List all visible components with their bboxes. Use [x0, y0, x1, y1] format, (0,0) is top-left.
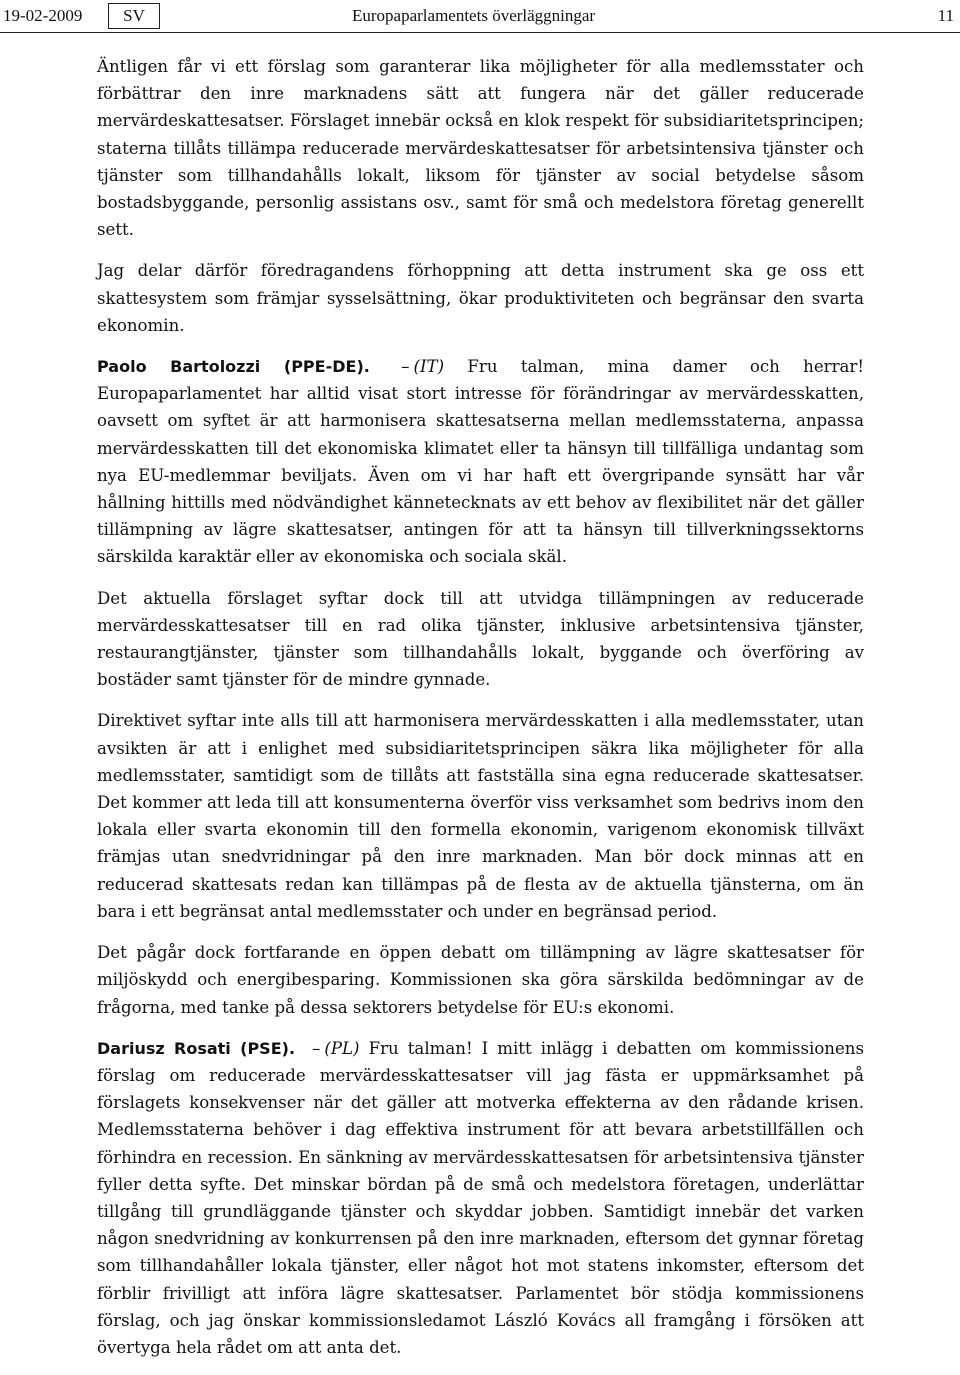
- speech-paragraph: [97, 1035, 864, 1361]
- language-code: (IT): [413, 357, 445, 377]
- paragraph-text: Jag delar därför föredragandens förhoppning att detta instrument ska ge oss ett skattesystem som främjar sysselsättning, ökar produktiviteten och begränsar den svarta ekonomin.: [97, 261, 864, 335]
- speaker-name: Dariusz Rosati (PSE).: [97, 1038, 296, 1058]
- header-title: Europaparlamentets överläggningar: [352, 6, 596, 25]
- paragraph-text: Äntligen får vi ett förslag som garanterar lika möjligheter för alla medlemsstater och förbättrar den inre marknadens sätt att fungera när det gäller reducerade mervärdeskattesatser. Förslaget innebär också en klok respekt för subsidiaritetsprincipen; staterna tillåts tillämpa reducerade mervärdeskattesatser för arbetsintensiva tjänster och tjänster som tillhandahålls lokalt, liksom för tjänster av social betydelse såsom bostadsbyggande, personlig assistans osv., samt för små och medelstora företag generellt sett.: [97, 57, 864, 240]
- paragraph-text: Direktivet syftar inte alls till att harmonisera mervärdesskatten i alla medlemsstater, utan avsikten är att i enlighet med subsidiaritetsprincipen säkra lika möjligheter för alla medlemsstater, samtidigt som de tillåts att fastställa sina egna reducerade skattesatser. Det kommer att leda till att konsumenterna överför viss verksamhet som bedrivs inom den lokala eller svarta ekonomin till den formella ekonomin, varigenom ekonomisk tillväxt främjas utan snedvridningar på den inre marknaden. Man bör dock minnas att en reducerad skattesats redan kan tillämpas på de flesta av de aktuella tjänsterna, om än bara i ett begränsat antal medlemsstater och under en begränsad period.: [97, 711, 864, 921]
- paragraph: [97, 53, 864, 243]
- paragraph-text: Fru talman! I mitt inlägg i debatten om kommissionens förslag om reducerade mervärdesskattesatser vill jag fästa er uppmärksamhet på förslagets konsekvenser när det gäller att motverka effekterna av den rådande krisen. Medlemsstaterna behöver i dag effektiva instrument för att bevara arbetstillfällen och förhindra en recession. En sänkning av mervärdesskattesatsen för arbetsintensiva tjänster fyller detta syfte. Det minskar bördan på de små och medelstora företagen, underlättar tillgång till grundläggande tjänster och skyddar jobben. Samtidigt innebär det varken någon snedvridning av konkurrensen på den inre marknaden, eftersom det gynnar företag som tillhandahåller lokala tjänster, eller något hot mot statens inkomster, eftersom det förblir frivilligt att införa lägre skattesatser. Parlamentet bör stödja kommissionens förslag, och jag önskar kommissionsledamot László Kovács all framgång i försöken att övertyga hela rådet om att anta det.: [97, 1038, 865, 1357]
- speaker-name: Paolo Bartolozzi (PPE-DE).: [97, 357, 370, 377]
- page-number: 11: [937, 6, 954, 25]
- document-body: [97, 53, 864, 1375]
- paragraph: [97, 707, 864, 925]
- paragraph-text: Det aktuella förslaget syftar dock till att utvidga tillämpningen av reducerade mervärdesskattesatser till en rad olika tjänster, inklusive arbetsintensiva tjänster, restaurangtjänster, tjänster som tillhandahålls lokalt, byggande och överföring av bostäder samt tjänster för de mindre gynnade.: [97, 588, 864, 690]
- language-badge: SV: [108, 3, 160, 29]
- speech-dash: –: [312, 1038, 321, 1058]
- speech-dash: –: [401, 357, 410, 377]
- paragraph-text: Fru talman, mina damer och herrar! Europaparlamentet har alltid visat stort intresse för förändringar av mervärdesskatten, oavsett om syftet är att harmonisera skattesatserna mellan medlemsstaterna, anpassa mervärdesskatten till det ekonomiska klimatet eller ta hänsyn till tillfälliga undantag som nya EU-medlemmar beviljats. Även om vi har haft ett övergripande synsätt har vår hållning hittills med nödvändighet kännetecknats av ett behov av flexibilitet när det gäller tillämpning av lägre skattesatser, antingen för att ta hänsyn till tillverkningssektorns särskilda karaktär eller av ekonomiska och sociala skäl.: [97, 357, 865, 567]
- language-code: (PL): [324, 1038, 360, 1058]
- paragraph-text: Det pågår dock fortfarande en öppen debatt om tillämpning av lägre skattesatser för miljöskydd och energibesparing. Kommissionen ska göra särskilda bedömningar av de frågorna, med tanke på dessa sektorers betydelse för EU:s ekonomi.: [97, 943, 864, 1017]
- page-header: [0, 0, 960, 33]
- speech-paragraph: [97, 353, 864, 571]
- paragraph: [97, 939, 864, 1021]
- header-date: 19-02-2009: [3, 6, 83, 25]
- paragraph: [97, 257, 864, 339]
- paragraph: [97, 585, 864, 694]
